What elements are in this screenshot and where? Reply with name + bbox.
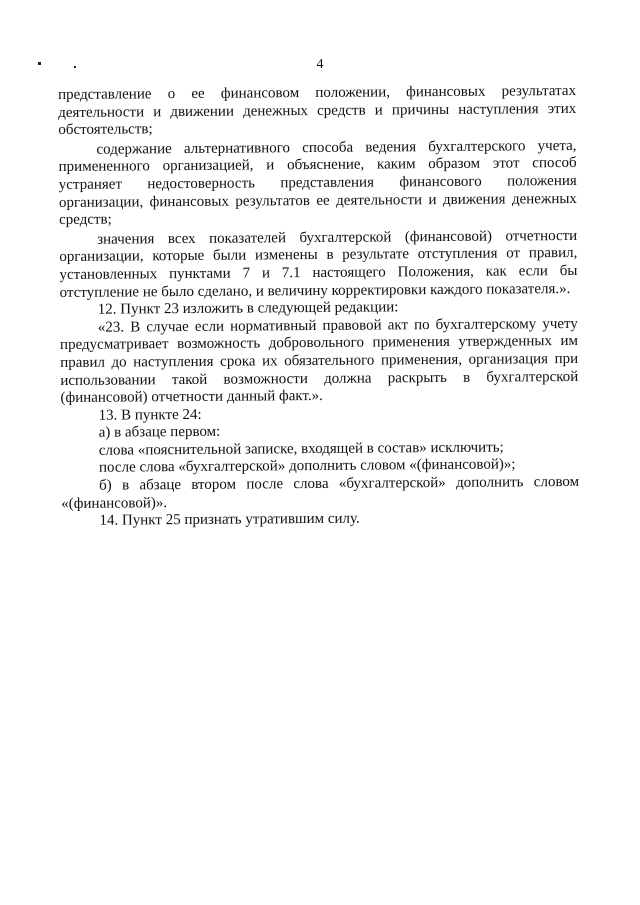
paragraph-item-14: 14. Пункт 25 признать утратившим силу. — [99, 510, 360, 529]
paragraph-financial-position: представление о ее финансовом положении, финансовых результатах деятельности и движении денежных средств и причины наступления этих обстоятельств; — [58, 82, 577, 139]
paragraph-item-12: 12. Пункт 23 изложить в следующей редакции: — [97, 299, 399, 318]
paragraph-exclude-words: слова «пояснительной записке, входящей в состав» исключить; — [98, 439, 504, 459]
paragraph-alternative-method: содержание альтернативного способа ведения бухгалтерского учета, примененного организацией, и объяснение, каким образом этот способ устраняет недостоверность представления финансового положения организации, финансовых результатов ее деятельности и движения денежных средств; — [58, 137, 577, 229]
paragraph-subitem-b: б) в абзаце втором после слова «бухгалтерской» дополнить словом «(финансовой)». — [61, 473, 580, 512]
paragraph-subitem-a: а) в абзаце первом: — [98, 424, 221, 441]
paragraph-item-13: 13. В пункте 24: — [98, 406, 202, 424]
document-body — [58, 83, 579, 531]
paragraph-add-word: после слова «бухгалтерской» дополнить словом «(финансовой)»; — [98, 456, 516, 477]
page-number: 4 — [316, 57, 324, 72]
paragraph-item-23-text: «23. В случае если нормативный правовой акт по бухгалтерскому учету предусматривает возможность добровольного применения утвержденных им правил до наступления срока их обязательного применения, организация при использовании такой возможности должна раскрыть в бухгалтерской (финансовой) отчетности данный факт.». — [59, 315, 579, 407]
paragraph-indicator-values: значения всех показателей бухгалтерской (финансовой) отчетности организации, которые были изменены в результате отступления от правил, установленных пунктами 7 и 7.1 настоящего Положения, как если бы отступление не было сделано, и величину корректировки каждого показателя.». — [59, 227, 578, 301]
